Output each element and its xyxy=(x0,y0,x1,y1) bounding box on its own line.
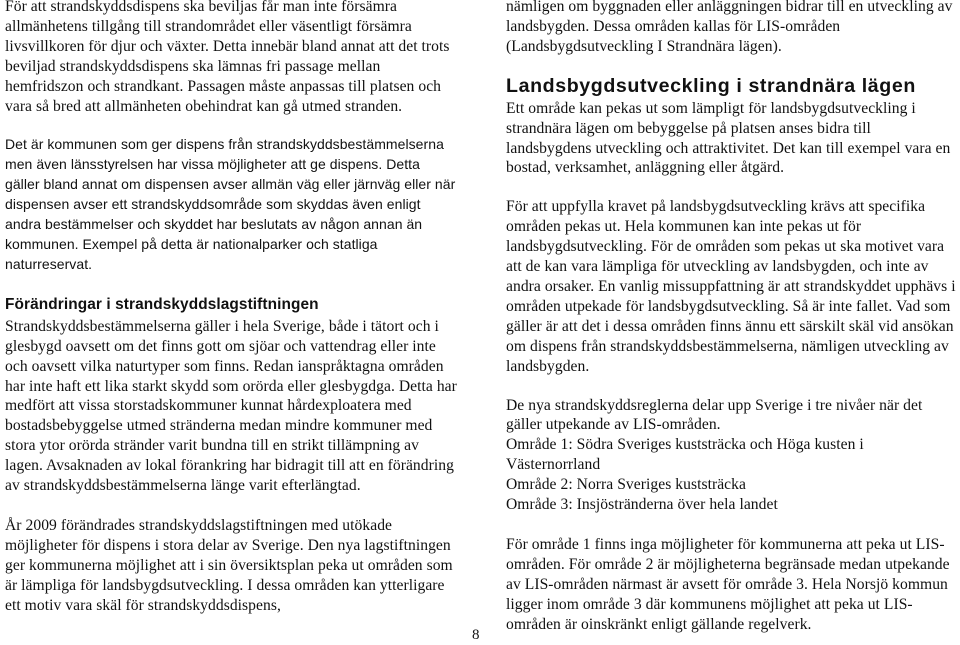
intro-paragraph: För att strandskyddsdispens ska beviljas får man inte försämra allmänhetens tillgång till strandområdet eller väsentligt försämra livsvillkoren för djur och växter. Detta innebär bland annat att det trots beviljad strandskyddsdispens ska lämnas fri passage mellan hemfridszon och strandkant. Passagen måste anpassas till platsen och vara så bred att allmänheten obehindrat kan gå utmed stranden. xyxy=(5,0,450,115)
levels-intro: De nya strandskyddsreglerna delar upp Sverige i tre nivåer när det gäller utpekande av LIS-områden. xyxy=(506,396,923,434)
changes-paragraph: Strandskyddsbestämmelserna gäller i hela Sverige, både i tätort och i glesbygd oavsett om det finns gott om sjöar och vattendrag eller inte och oavsett vilka naturtyper som finns. Redan ianspråktagna områden har inte haft ett lika starkt skydd som orörda eller glesbygdga. Detta har medfört att vissa storstadskommuner kunnat hårdexploatera med bostadsbebyggelse utmed stränderna medan mindre kommuner med stora ytor orörda stränder varit bundna till en strikt tillämpning av lagen. Avsaknaden av lokal förankring har bidragit till att en förändring av strandskyddsbestämmelserna länge varit efterlängtad. xyxy=(5,317,457,495)
level-item-1: Område 1: Södra Sveriges kuststräcka och Höga kusten i Västernorrland xyxy=(506,436,864,474)
requirements-paragraph: För att uppfylla kravet på landsbygdsutveckling krävs att specifika områden pekas ut. Hela kommunen kan inte pekas ut för landsbygdsutveckling. För de områden som pekas ut ska motivet vara att de kan vara lämpliga för utveckling av landsbygden, och inte av andra orsaker. En vanlig missuppfattning är att strandskyddet upphävs i områden utpekade för landsbygdsutveckling. Så är inte fallet. Vad som gäller är att det i dessa områden finns ännu ett särskilt skäl vid ansökan om dispens från strandskyddsbestämmelserna, nämligen utveckling av landsbygden. xyxy=(506,198,956,375)
dispensation-paragraph: Det är kommunen som ger dispens från strandskyddsbestämmelserna men även länsstyrelsen har vissa möjligheter att ge dispens. Detta gäller bland annat om dispensen avser allmän väg eller järnväg eller när dispensen avser ett strandskyddsområde som skyddas även enligt andra bestämmelser och skyddet har beslutats av någon annan än kommunen. Exempel på detta är nationalparker och statliga naturreservat. xyxy=(5,136,456,272)
lis-intro-paragraph: Ett område kan pekas ut som lämpligt för landsbygdsutveckling i strandnära lägen om bebyggelse på platsen anses bidra till landsbygdens utveckling och attraktivitet. Det kan till exempel vara en bostad, verksamhet, anläggning eller åtgärd. xyxy=(506,99,951,177)
year-2009-paragraph: År 2009 förändrades strandskyddslagstiftningen med utökade möjligheter för dispens i stora delar av Sverige. Den nya lagstiftningen ger kommunerna möjlighet att i sin översiktsplan peka ut områden som är lämpliga för landsbygdsutveckling. I dessa områden kan ytterligare ett motiv vara skäl för strandskyddsdispens, xyxy=(5,516,453,614)
level-item-2: Område 2: Norra Sveriges kuststräcka xyxy=(506,476,746,494)
page-number: 8 xyxy=(472,627,480,643)
section-heading-changes: Förändringar i strandskyddslagstiftningen xyxy=(5,295,319,313)
section-heading-lis: Landsbygdsutveckling i strandnära lägen xyxy=(506,74,916,97)
continuation-paragraph: nämligen om byggnaden eller anläggningen bidrar till en utveckling av landsbygden. Dessa områden kallas för LIS-områden (Landsbygdsutveckling I Strandnära lägen). xyxy=(506,0,953,55)
left-column xyxy=(5,0,457,615)
level-item-3: Område 3: Insjöstränderna över hela landet xyxy=(506,496,778,514)
right-column xyxy=(506,0,958,634)
levels-conclusion-paragraph: För område 1 finns inga möjligheter för kommunerna att peka ut LIS-områden. För område 2 är möjligheterna begränsade medan utpekande av LIS-områden närmast är avsett för område 3. Hela Norsjö kommun ligger inom område 3 där kommunens möjlighet att peka ut LIS-områden är oinskränkt enligt gällande regelverk. xyxy=(506,535,950,633)
